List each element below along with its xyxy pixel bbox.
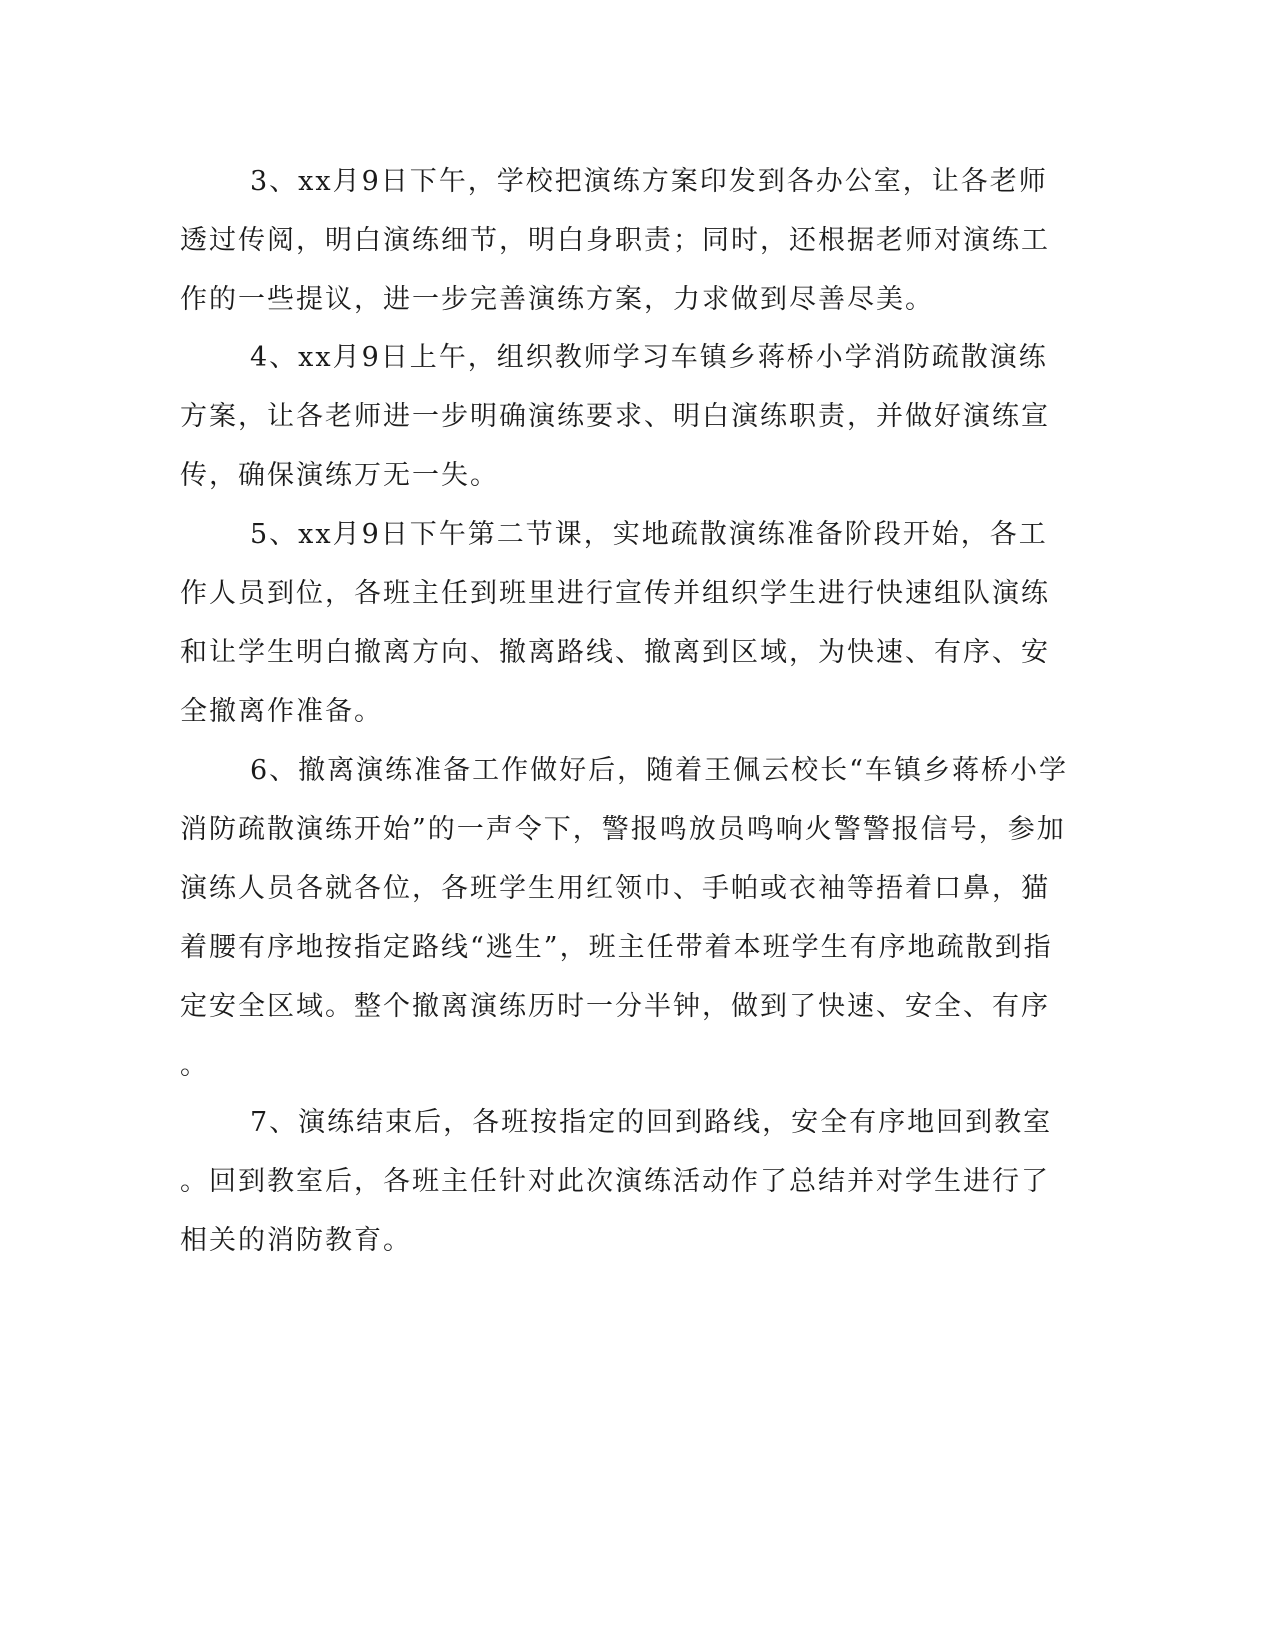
paragraph-3 (180, 152, 1050, 329)
paragraph-line: 作人员到位，各班主任到班里进行宣传并组织学生进行快速组队演练 (180, 578, 1050, 609)
paragraph-line: 定安全区域。整个撤离演练历时一分半钟，做到了快速、安全、有序 (180, 991, 1050, 1022)
paragraph-line: 全撤离作准备。 (180, 696, 383, 727)
paragraph-7 (180, 1093, 1053, 1270)
paragraph-line: 消防疏散演练开始”的一声令下，警报鸣放员鸣响火警警报信号，参加 (180, 814, 1066, 845)
paragraph-5 (180, 505, 1050, 741)
paragraph-line: 3、xx月9日下午，学校把演练方案印发到各办公室，让各老师 (250, 166, 1048, 197)
paragraph-line: 7、演练结束后，各班按指定的回到路线，安全有序地回到教室 (250, 1107, 1053, 1138)
paragraph-line: 演练人员各就各位，各班学生用红领巾、手帕或衣袖等捂着口鼻，猫 (180, 873, 1050, 904)
paragraph-4 (180, 328, 1050, 505)
paragraph-line: 和让学生明白撤离方向、撤离路线、撤离到区域，为快速、有序、安 (180, 637, 1050, 668)
paragraph-line: 相关的消防教育。 (180, 1225, 412, 1256)
paragraph-line: 透过传阅，明白演练细节，明白身职责；同时，还根据老师对演练工 (180, 225, 1050, 256)
paragraph-line: 传，确保演练万无一失。 (180, 460, 499, 491)
paragraph-line: 。 (180, 1050, 209, 1081)
paragraph-line: 5、xx月9日下午第二节课，实地疏散演练准备阶段开始，各工 (250, 519, 1048, 550)
paragraph-line: 6、撤离演练准备工作做好后，随着王佩云校长“车镇乡蒋桥小学 (250, 755, 1068, 786)
paragraph-line: 。回到教室后，各班主任针对此次演练活动作了总结并对学生进行了 (180, 1166, 1050, 1197)
paragraph-line: 4、xx月9日上午，组织教师学习车镇乡蒋桥小学消防疏散演练 (250, 342, 1048, 373)
paragraph-line: 着腰有序地按指定路线“逃生”，班主任带着本班学生有序地疏散到指 (180, 932, 1053, 963)
paragraph-line: 方案，让各老师进一步明确演练要求、明白演练职责，并做好演练宣 (180, 401, 1050, 432)
paragraph-line: 作的一些提议，进一步完善演练方案，力求做到尽善尽美。 (180, 284, 934, 315)
paragraph-6 (180, 741, 1068, 1095)
